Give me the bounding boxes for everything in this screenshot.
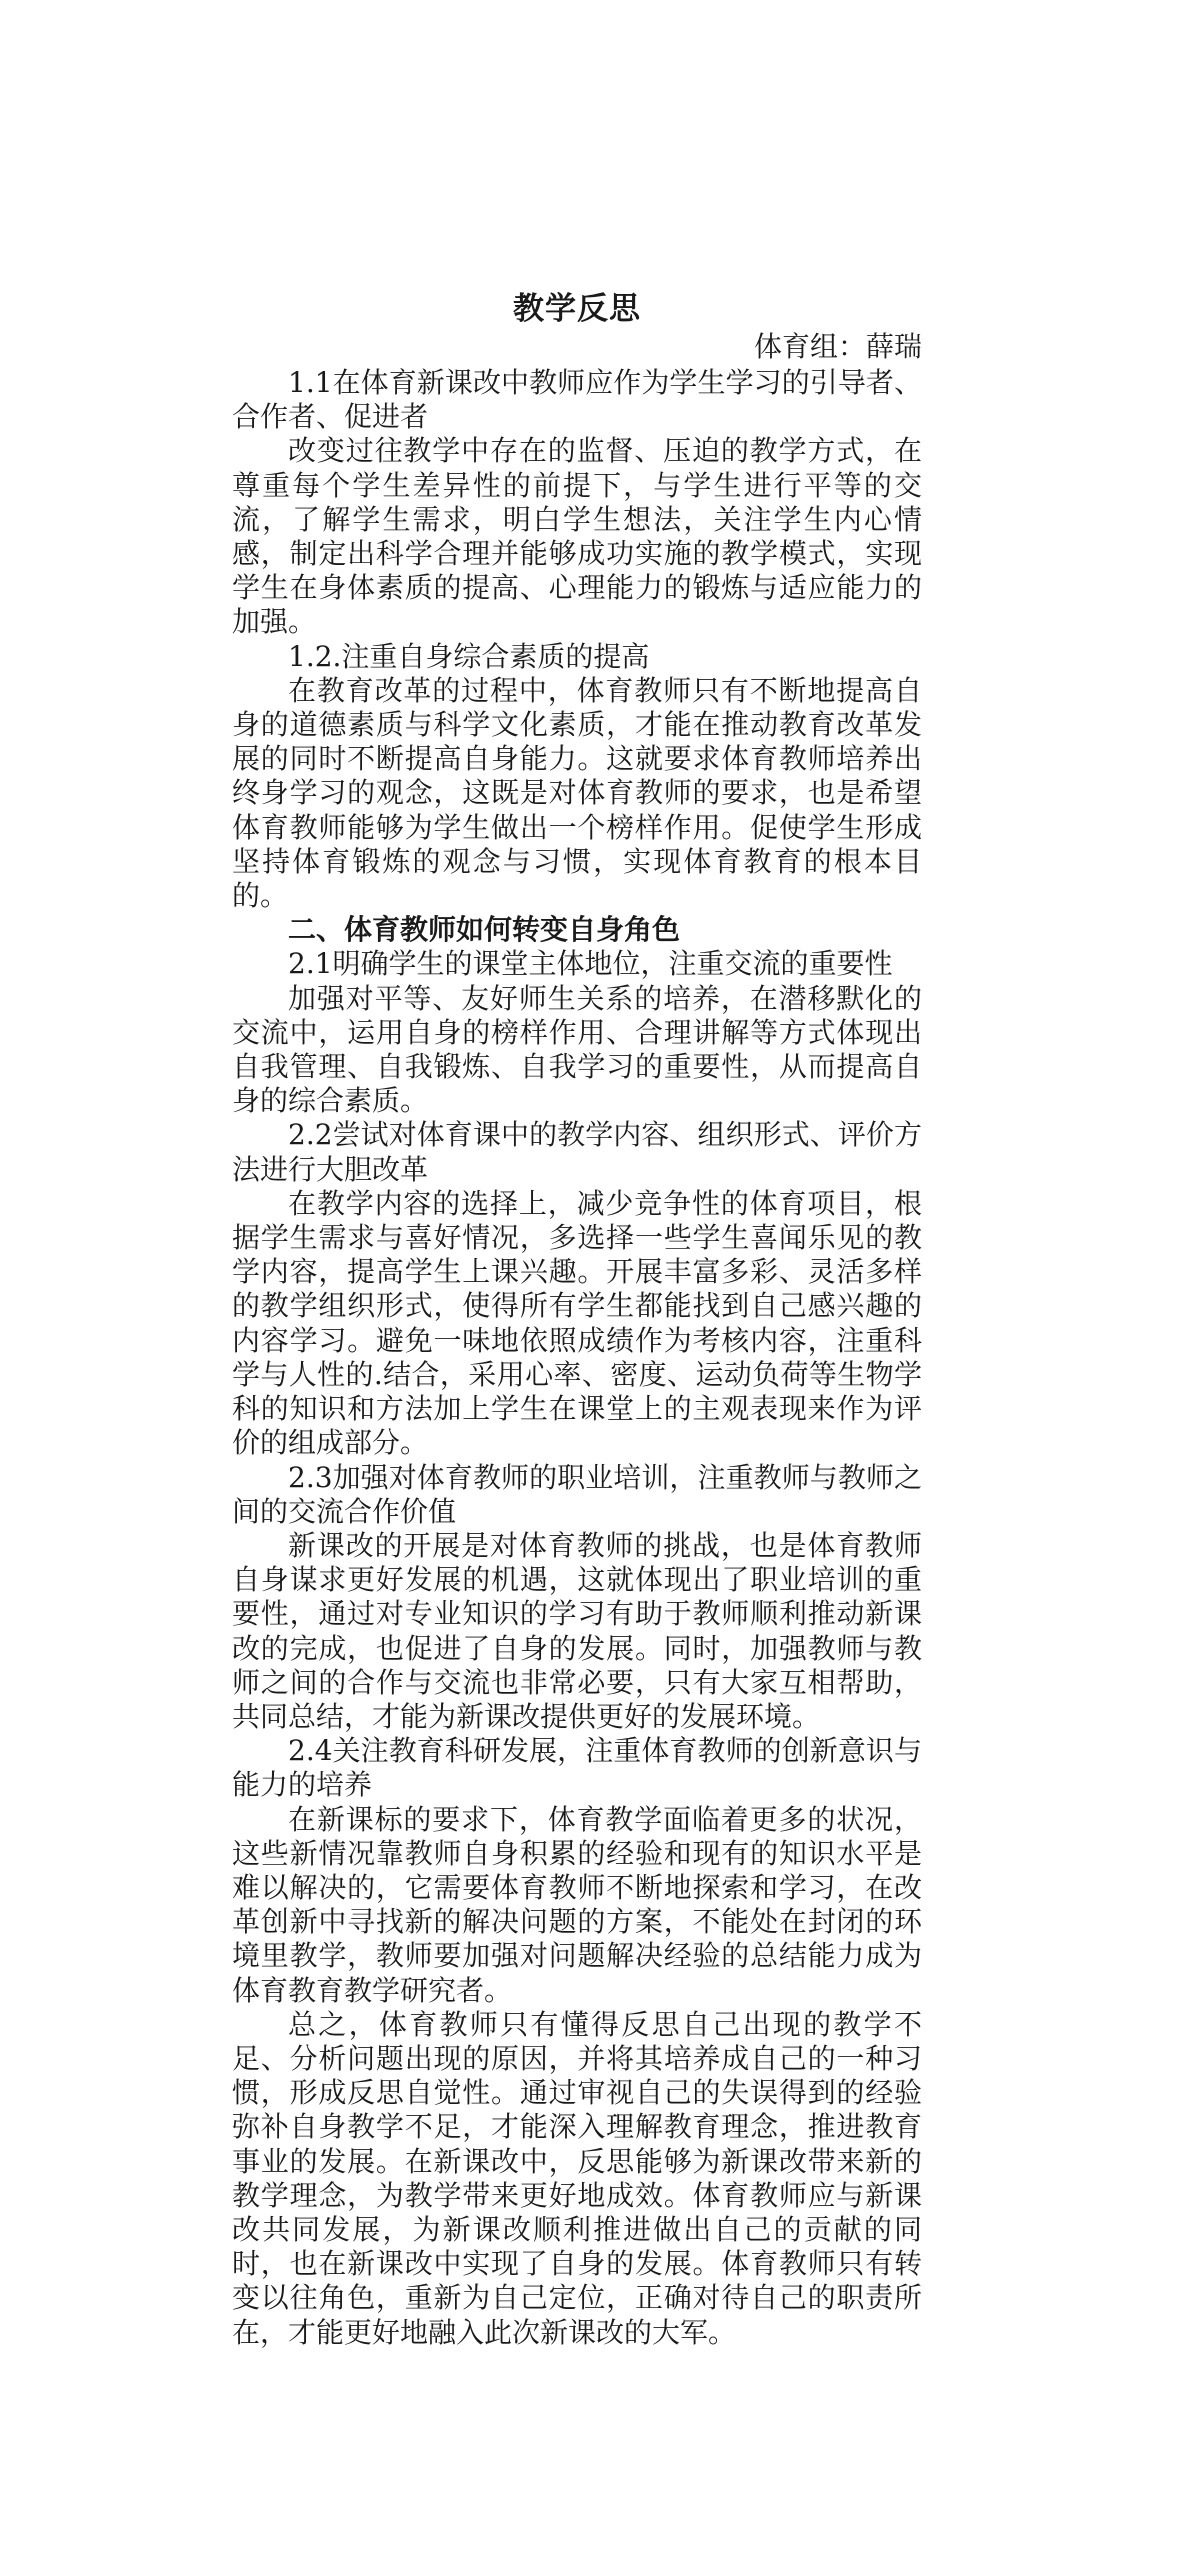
section-2-1-heading: 2.1明确学生的课堂主体地位，注重交流的重要性 (288, 947, 893, 981)
section-2-3-heading: 2.3加强对体育教师的职业培训，注重教师与教师之间的交流合作价值 (232, 1460, 922, 1528)
section-2-heading: 二、体育教师如何转变自身角色 (288, 913, 681, 947)
conclusion-paragraph: 总之，体育教师只有懂得反思自己出现的教学不足、分析问题出现的原因，并将其培养成自己的一种习惯，形成反思自觉性。通过审视自己的失误得到的经验弥补自身教学不足，才能深入理解教育理念，推进教育事业的发展。在新课改中，反思能够为新课改带来新的教学理念，为教学带来更好地成效。体育教师应与新课改共同发展，为新课改顺利推进做出自己的贡献的同时，也在新课改中实现了自身的发展。体育教师只有转变以往角色，重新为自己定位，正确对待自己的职责所在，才能更好地融入此次新课改的大军。 (232, 2007, 922, 2349)
section-2-2-heading: 2.2尝试对体育课中的教学内容、组织形式、评价方法进行大胆改革 (232, 1118, 922, 1186)
section-1-2-paragraph: 在教育改革的过程中，体育教师只有不断地提高自身的道德素质与科学文化素质，才能在推动教育改革发展的同时不断提高自身能力。这就要求体育教师培养出终身学习的观念，这既是对体育教师的要求，也是希望体育教师能够为学生做出一个榜样作用。促使学生形成坚持体育锻炼的观念与习惯，实现体育教育的根本目的。 (232, 673, 922, 913)
section-1-1-heading: 1.1在体育新课改中教师应作为学生学习的引导者、合作者、促进者 (232, 366, 922, 434)
author-line: 体育组：薛瑞 (753, 330, 922, 363)
section-2-2-paragraph: 在教学内容的选择上，减少竞争性的体育项目，根据学生需求与喜好情况，多选择一些学生喜闻乐见的教学内容，提高学生上课兴趣。开展丰富多彩、灵活多样的教学组织形式，使得所有学生都能找到自己感兴趣的内容学习。避免一味地依照成绩作为考核内容，注重科学与人性的.结合，采用心率、密度、运动负荷等生物学科的知识和方法加上学生在课堂上的主观表现来作为评价的组成部分。 (232, 1186, 922, 1460)
section-2-1-paragraph: 加强对平等、友好师生关系的培养，在潜移默化的交流中，运用自身的榜样作用、合理讲解等方式体现出自我管理、自我锻炼、自我学习的重要性，从而提高自身的综合素质。 (232, 981, 922, 1118)
document-page (232, 288, 922, 2350)
section-1-2-heading: 1.2.注重自身综合素质的提高 (288, 639, 650, 673)
section-2-4-paragraph: 在新课标的要求下，体育教学面临着更多的状况，这些新情况靠教师自身积累的经验和现有的知识水平是难以解决的，它需要体育教师不断地探索和学习，在改革创新中寻找新的解决问题的方案，不能处在封闭的环境里教学，教师要加强对问题解决经验的总结能力成为体育教育教学研究者。 (232, 1802, 922, 2007)
document-title: 教学反思 (513, 291, 641, 327)
section-2-4-heading: 2.4关注教育科研发展，注重体育教师的创新意识与能力的培养 (232, 1734, 922, 1802)
section-2-3-paragraph: 新课改的开展是对体育教师的挑战，也是体育教师自身谋求更好发展的机遇，这就体现出了职业培训的重要性，通过对专业知识的学习有助于教师顺利推动新课改的完成，也促进了自身的发展。同时，加强教师与教师之间的合作与交流也非常必要，只有大家互相帮助，共同总结，才能为新课改提供更好的发展环境。 (232, 1528, 922, 1733)
section-1-1-paragraph: 改变过往教学中存在的监督、压迫的教学方式，在尊重每个学生差异性的前提下，与学生进行平等的交流，了解学生需求，明白学生想法，关注学生内心情感，制定出科学合理并能够成功实施的教学模式，实现学生在身体素质的提高、心理能力的锻炼与适应能力的加强。 (232, 434, 922, 639)
